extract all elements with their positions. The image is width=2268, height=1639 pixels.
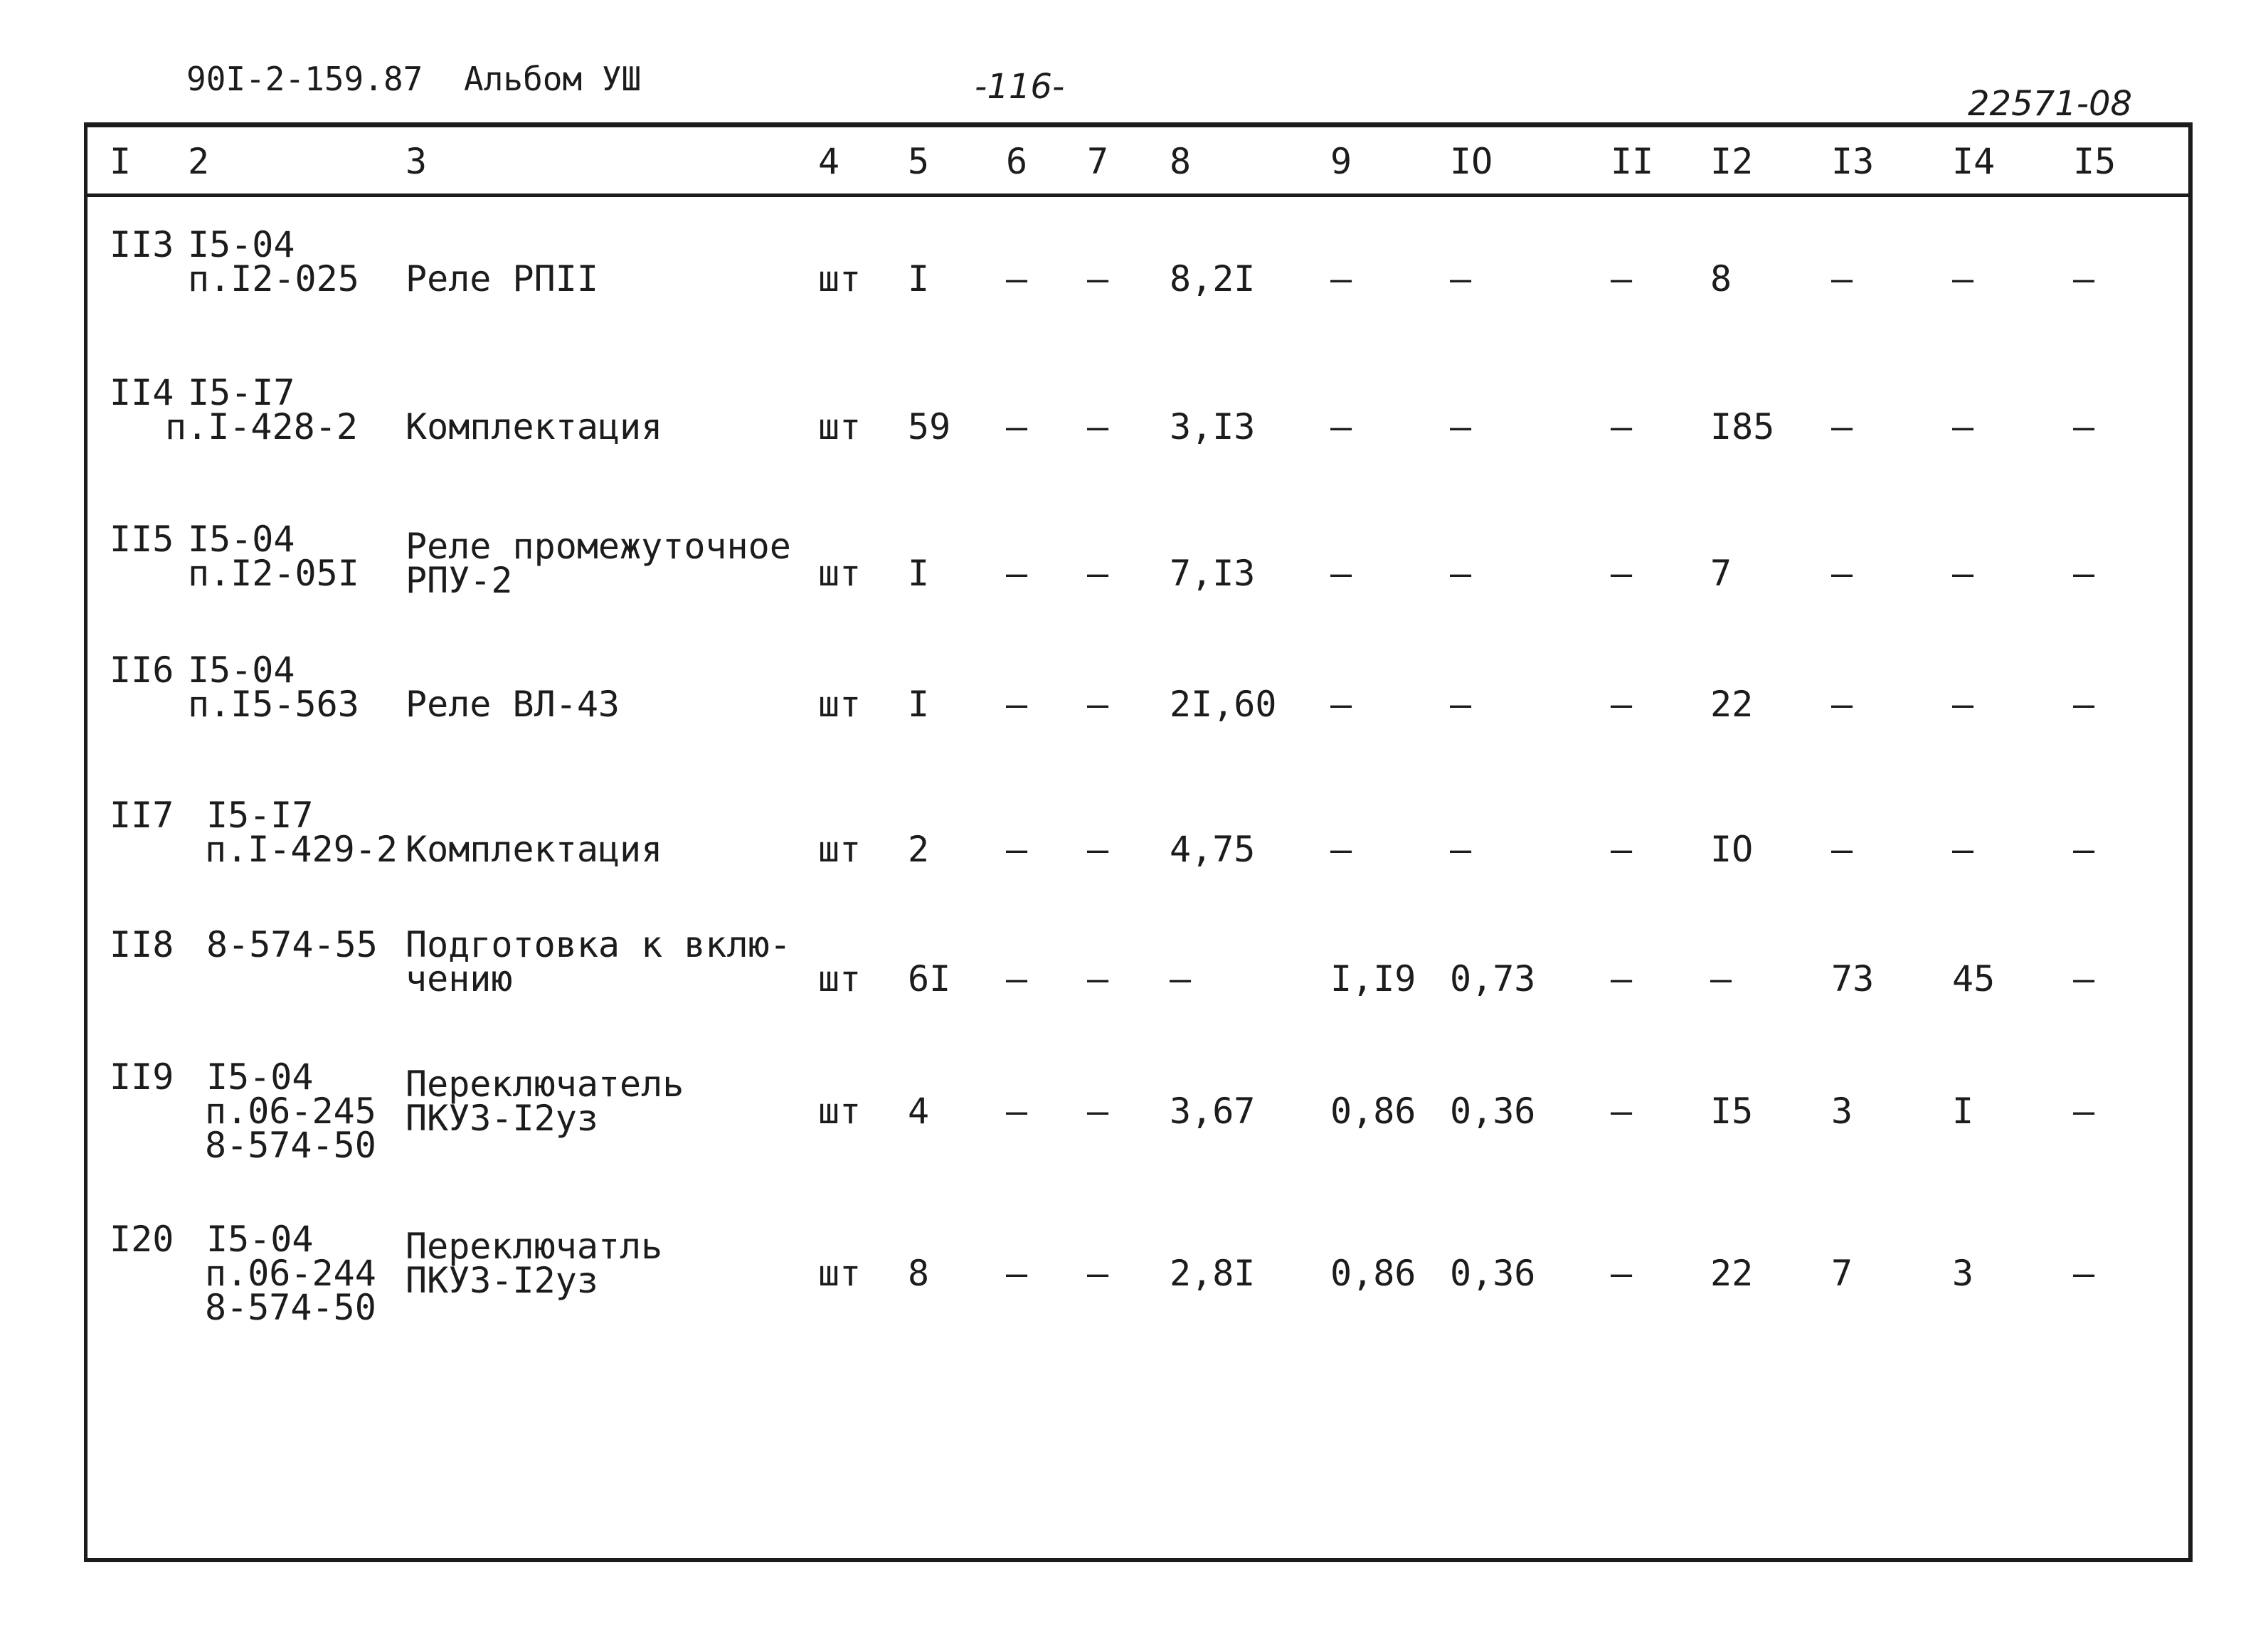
row-value-unit: шт: [818, 1091, 862, 1132]
row-value-c15: –: [2073, 258, 2095, 299]
row-value-c8: 4,75: [1170, 829, 1256, 870]
row-value-c11: –: [1611, 1091, 1633, 1132]
row-value-c8: 2,8I: [1170, 1253, 1256, 1294]
row-value-c15: –: [2073, 829, 2095, 870]
column-header-8: 8: [1170, 141, 1192, 182]
row-value-c12: I5: [1710, 1091, 1754, 1132]
row-value-c11: –: [1611, 829, 1633, 870]
row-value-c13: –: [1831, 684, 1853, 725]
column-header-6: 6: [1006, 141, 1028, 182]
row-value-c12: 7: [1710, 553, 1732, 594]
row-reference: п.I-428-2: [165, 406, 358, 447]
row-value-c5: I: [908, 553, 930, 594]
row-reference: 8-574-50: [205, 1287, 376, 1328]
row-value-c5: 6I: [908, 958, 951, 999]
row-value-unit: шт: [818, 406, 862, 447]
row-name: Переключатель: [406, 1064, 684, 1105]
row-value-unit: шт: [818, 553, 862, 594]
row-reference: I5-I7: [206, 795, 314, 836]
row-value-c9: 0,86: [1330, 1253, 1416, 1294]
row-value-c9: –: [1330, 684, 1352, 725]
row-value-c13: –: [1831, 258, 1853, 299]
row-value-c10: –: [1450, 258, 1472, 299]
row-value-unit: шт: [818, 958, 862, 999]
row-value-c12: I85: [1710, 406, 1775, 447]
row-name: Переключатль: [406, 1226, 663, 1267]
row-value-unit: шт: [818, 1253, 862, 1294]
row-value-c7: –: [1087, 553, 1109, 594]
row-number: II6: [110, 649, 174, 691]
row-reference: I5-04: [188, 224, 295, 265]
row-value-c5: I: [908, 258, 930, 299]
row-name: Реле промежуточное: [406, 526, 791, 567]
column-header-10: IO: [1450, 141, 1493, 182]
row-reference: I5-I7: [188, 372, 295, 413]
row-value-c5: 4: [908, 1091, 930, 1132]
row-name: чению: [406, 958, 513, 999]
row-value-c10: –: [1450, 684, 1472, 725]
row-name: Реле РПII: [406, 258, 598, 299]
row-value-c11: –: [1611, 1253, 1633, 1294]
row-number: II5: [110, 519, 174, 560]
row-value-c12: IO: [1710, 829, 1754, 870]
column-header-11: II: [1611, 141, 1654, 182]
row-value-c13: 73: [1831, 958, 1875, 999]
row-value-c6: –: [1006, 684, 1028, 725]
row-value-c7: –: [1087, 958, 1109, 999]
row-value-c15: –: [2073, 1091, 2095, 1132]
row-name: Комплектация: [406, 829, 663, 870]
row-value-c10: –: [1450, 406, 1472, 447]
row-value-c6: –: [1006, 958, 1028, 999]
row-value-c9: –: [1330, 258, 1352, 299]
row-value-c5: I: [908, 684, 930, 725]
row-value-c14: –: [1952, 829, 1974, 870]
row-value-c15: –: [2073, 406, 2095, 447]
row-value-c5: 59: [908, 406, 951, 447]
row-value-c6: –: [1006, 406, 1028, 447]
column-header-2: 2: [188, 141, 210, 182]
row-value-unit: шт: [818, 829, 862, 870]
album-label: Альбом УШ: [464, 60, 642, 98]
row-value-c6: –: [1006, 1253, 1028, 1294]
row-value-c7: –: [1087, 829, 1109, 870]
row-name: ПКУЗ-I2уз: [406, 1098, 598, 1139]
document-code: 90I-2-159.87: [186, 60, 423, 98]
row-value-c9: –: [1330, 829, 1352, 870]
row-name: Подготовка к вклю-: [406, 924, 791, 965]
column-header-14: I4: [1952, 141, 1996, 182]
row-value-c13: 7: [1831, 1253, 1853, 1294]
row-number: II7: [110, 795, 174, 836]
row-value-c7: –: [1087, 1091, 1109, 1132]
row-reference: п.I-429-2: [205, 829, 398, 870]
inventory-number: 22571-08: [1968, 84, 2133, 124]
row-value-c7: –: [1087, 406, 1109, 447]
row-name: РПУ-2: [406, 560, 513, 601]
row-reference: I5-04: [188, 649, 295, 691]
row-reference: п.I5-563: [188, 684, 359, 725]
row-value-c6: –: [1006, 553, 1028, 594]
row-value-c8: 7,I3: [1170, 553, 1256, 594]
row-value-c12: 22: [1710, 1253, 1754, 1294]
row-value-c13: 3: [1831, 1091, 1853, 1132]
row-value-c11: –: [1611, 258, 1633, 299]
row-number: I20: [110, 1219, 174, 1260]
row-value-c10: 0,36: [1450, 1253, 1536, 1294]
column-header-13: I3: [1831, 141, 1875, 182]
row-name: Комплектация: [406, 406, 663, 447]
row-name: ПКУЗ-I2уз: [406, 1260, 598, 1301]
row-value-c11: –: [1611, 553, 1633, 594]
row-value-c11: –: [1611, 958, 1633, 999]
row-value-c14: –: [1952, 258, 1974, 299]
header-rule: [85, 193, 2191, 197]
row-value-c14: I: [1952, 1091, 1974, 1132]
row-reference: I5-04: [206, 1056, 314, 1098]
row-value-c14: –: [1952, 684, 1974, 725]
row-value-c14: 3: [1952, 1253, 1974, 1294]
row-value-c9: –: [1330, 553, 1352, 594]
row-value-c14: –: [1952, 406, 1974, 447]
row-number: II8: [110, 924, 174, 965]
row-value-c6: –: [1006, 829, 1028, 870]
row-value-c9: 0,86: [1330, 1091, 1416, 1132]
column-header-3: 3: [406, 141, 428, 182]
row-value-c12: 8: [1710, 258, 1732, 299]
row-value-c10: –: [1450, 829, 1472, 870]
row-value-c6: –: [1006, 258, 1028, 299]
column-header-12: I2: [1710, 141, 1754, 182]
row-value-unit: шт: [818, 684, 862, 725]
column-header-5: 5: [908, 141, 930, 182]
row-value-c15: –: [2073, 1253, 2095, 1294]
row-value-c10: 0,73: [1450, 958, 1536, 999]
row-value-c11: –: [1611, 406, 1633, 447]
column-header-4: 4: [818, 141, 840, 182]
row-number: II4: [110, 372, 174, 413]
column-header-15: I5: [2073, 141, 2116, 182]
row-value-c13: –: [1831, 829, 1853, 870]
row-value-c10: –: [1450, 553, 1472, 594]
row-number: II9: [110, 1056, 174, 1098]
row-value-c8: 8,2I: [1170, 258, 1256, 299]
row-number: II3: [110, 224, 174, 265]
row-value-c8: 3,67: [1170, 1091, 1256, 1132]
row-value-c5: 8: [908, 1253, 930, 1294]
row-value-c8: 2I,60: [1170, 684, 1277, 725]
row-value-c6: –: [1006, 1091, 1028, 1132]
row-value-c15: –: [2073, 684, 2095, 725]
column-header-9: 9: [1330, 141, 1352, 182]
row-reference: I5-04: [188, 519, 295, 560]
row-value-c15: –: [2073, 553, 2095, 594]
row-value-c8: –: [1170, 958, 1192, 999]
row-value-c14: –: [1952, 553, 1974, 594]
row-value-c7: –: [1087, 258, 1109, 299]
page-number: -116-: [975, 67, 1065, 107]
row-name: Реле ВЛ-43: [406, 684, 620, 725]
row-value-c7: –: [1087, 684, 1109, 725]
row-reference: п.06-244: [205, 1253, 376, 1294]
row-value-c10: 0,36: [1450, 1091, 1536, 1132]
row-value-c15: –: [2073, 958, 2095, 999]
row-value-c11: –: [1611, 684, 1633, 725]
row-value-c7: –: [1087, 1253, 1109, 1294]
table-frame: [84, 122, 2193, 1562]
row-value-c8: 3,I3: [1170, 406, 1256, 447]
row-value-c13: –: [1831, 406, 1853, 447]
row-reference: п.I2-05I: [188, 553, 359, 594]
row-value-c9: I,I9: [1330, 958, 1416, 999]
column-header-1: I: [110, 141, 132, 182]
row-value-c5: 2: [908, 829, 930, 870]
row-reference: 8-574-50: [205, 1125, 376, 1166]
row-value-unit: шт: [818, 258, 862, 299]
row-reference: п.06-245: [205, 1091, 376, 1132]
row-reference: 8-574-55: [206, 924, 378, 965]
row-reference: п.I2-025: [188, 258, 359, 299]
column-header-7: 7: [1087, 141, 1109, 182]
row-value-c12: –: [1710, 958, 1732, 999]
row-reference: I5-04: [206, 1219, 314, 1260]
row-value-c12: 22: [1710, 684, 1754, 725]
row-value-c13: –: [1831, 553, 1853, 594]
row-value-c9: –: [1330, 406, 1352, 447]
row-value-c14: 45: [1952, 958, 1996, 999]
